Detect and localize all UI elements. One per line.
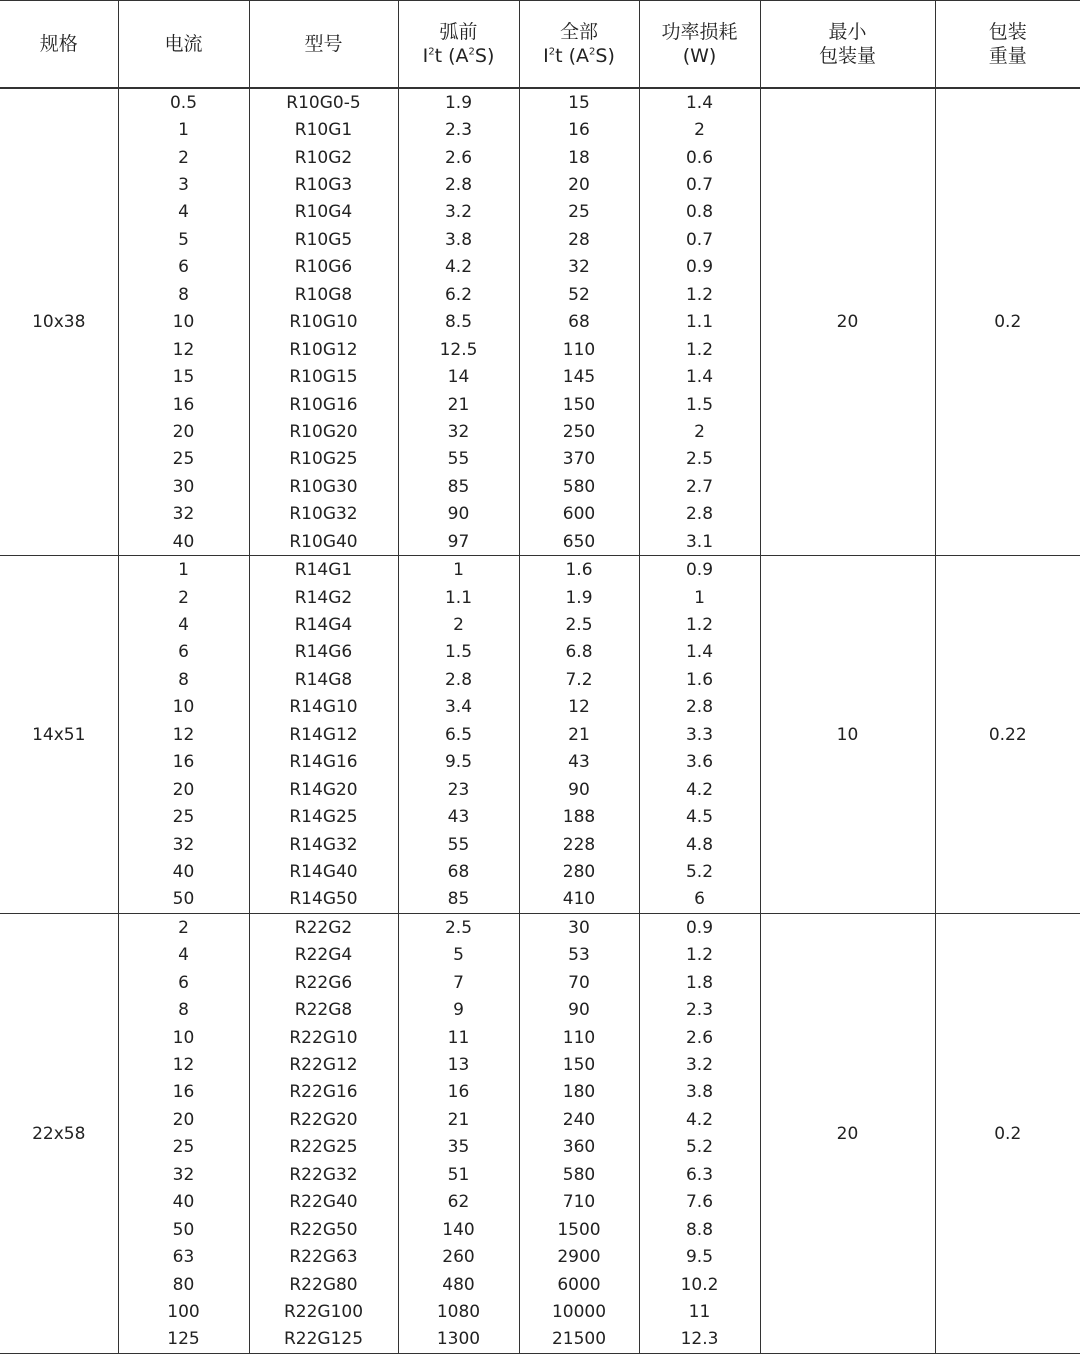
prearc-cell: 3.4 (398, 694, 519, 721)
current-cell: 8 (118, 666, 249, 693)
total-cell: 2.5 (519, 611, 639, 638)
total-cell: 90 (519, 776, 639, 803)
prearc-cell: 2.3 (398, 116, 519, 143)
power-loss-cell: 12.3 (639, 1326, 760, 1354)
prearc-cell: 2.5 (398, 914, 519, 942)
current-cell: 15 (118, 363, 249, 390)
model-cell: R10G15 (249, 363, 398, 390)
current-cell: 16 (118, 391, 249, 418)
power-loss-cell: 6 (639, 886, 760, 914)
prearc-cell: 260 (398, 1243, 519, 1270)
prearc-cell: 2.8 (398, 171, 519, 198)
model-cell: R10G3 (249, 171, 398, 198)
model-cell: R22G12 (249, 1051, 398, 1078)
total-cell: 280 (519, 858, 639, 885)
total-cell: 68 (519, 309, 639, 336)
model-cell: R10G6 (249, 254, 398, 281)
current-cell: 40 (118, 858, 249, 885)
current-cell: 16 (118, 1079, 249, 1106)
model-cell: R14G50 (249, 886, 398, 914)
model-cell: R14G1 (249, 556, 398, 584)
total-cell: 70 (519, 969, 639, 996)
model-cell: R22G25 (249, 1134, 398, 1161)
current-cell: 50 (118, 886, 249, 914)
table-body (0, 88, 1080, 1354)
power-loss-cell: 1.2 (639, 611, 760, 638)
model-cell: R10G20 (249, 418, 398, 445)
current-cell: 1 (118, 556, 249, 584)
spec-cell: 14x51 (0, 556, 118, 914)
current-cell: 2 (118, 584, 249, 611)
total-cell: 2900 (519, 1243, 639, 1270)
total-cell: 360 (519, 1134, 639, 1161)
header-power-loss: 功率损耗 (W) (639, 1, 760, 89)
prearc-cell: 43 (398, 803, 519, 830)
total-cell: 52 (519, 281, 639, 308)
power-loss-cell: 3.1 (639, 528, 760, 556)
prearc-cell: 6.5 (398, 721, 519, 748)
power-loss-cell: 4.2 (639, 1106, 760, 1133)
current-cell: 0.5 (118, 88, 249, 116)
power-loss-cell: 4.2 (639, 776, 760, 803)
prearc-cell: 1.1 (398, 584, 519, 611)
prearc-cell: 55 (398, 446, 519, 473)
power-loss-cell: 1.1 (639, 309, 760, 336)
prearc-cell: 21 (398, 1106, 519, 1133)
total-cell: 10000 (519, 1298, 639, 1325)
total-cell: 110 (519, 1024, 639, 1051)
current-cell: 12 (118, 721, 249, 748)
power-loss-cell: 1.5 (639, 391, 760, 418)
prearc-cell: 9 (398, 996, 519, 1023)
power-loss-cell: 2.8 (639, 694, 760, 721)
prearc-cell: 62 (398, 1189, 519, 1216)
prearc-cell: 14 (398, 363, 519, 390)
prearc-cell: 140 (398, 1216, 519, 1243)
header-total-i2t: 全部 $I^2t$ $(A^2S)$ (519, 1, 639, 89)
header-prearc-i2t: 弧前 $I^2t$ $(A^2S)$ (398, 1, 519, 89)
power-loss-cell: 7.6 (639, 1189, 760, 1216)
power-loss-cell: 0.9 (639, 254, 760, 281)
power-loss-cell: 0.7 (639, 171, 760, 198)
total-cell: 20 (519, 171, 639, 198)
spec-cell: 10x38 (0, 88, 118, 556)
power-loss-cell: 2.5 (639, 446, 760, 473)
power-loss-cell: 5.2 (639, 1134, 760, 1161)
power-loss-cell: 1.2 (639, 336, 760, 363)
total-cell: 90 (519, 996, 639, 1023)
prearc-cell: 68 (398, 858, 519, 885)
model-cell: R10G32 (249, 501, 398, 528)
current-cell: 25 (118, 1134, 249, 1161)
table-row (0, 914, 1080, 942)
current-cell: 50 (118, 1216, 249, 1243)
current-cell: 40 (118, 1189, 249, 1216)
power-loss-cell: 1.6 (639, 666, 760, 693)
current-cell: 25 (118, 803, 249, 830)
current-cell: 1 (118, 116, 249, 143)
current-cell: 32 (118, 501, 249, 528)
model-cell: R22G63 (249, 1243, 398, 1270)
current-cell: 40 (118, 528, 249, 556)
prearc-cell: 23 (398, 776, 519, 803)
power-loss-cell: 4.5 (639, 803, 760, 830)
power-loss-cell: 5.2 (639, 858, 760, 885)
header-row (0, 1, 1080, 89)
total-cell: 12 (519, 694, 639, 721)
prearc-cell: 35 (398, 1134, 519, 1161)
min-pack-cell: 20 (760, 914, 935, 1354)
model-cell: R10G12 (249, 336, 398, 363)
total-cell: 650 (519, 528, 639, 556)
total-cell: 15 (519, 88, 639, 116)
prearc-cell: 21 (398, 391, 519, 418)
total-cell: 180 (519, 1079, 639, 1106)
power-loss-cell: 2 (639, 418, 760, 445)
total-cell: 1.6 (519, 556, 639, 584)
model-cell: R22G125 (249, 1326, 398, 1354)
prearc-cell: 16 (398, 1079, 519, 1106)
power-loss-cell: 2.7 (639, 473, 760, 500)
total-cell: 16 (519, 116, 639, 143)
model-cell: R10G10 (249, 309, 398, 336)
total-cell: 600 (519, 501, 639, 528)
power-loss-cell: 0.8 (639, 199, 760, 226)
prearc-cell: 2.8 (398, 666, 519, 693)
current-cell: 10 (118, 309, 249, 336)
prearc-cell: 1080 (398, 1298, 519, 1325)
current-cell: 20 (118, 776, 249, 803)
current-cell: 20 (118, 1106, 249, 1133)
power-loss-cell: 11 (639, 1298, 760, 1325)
current-cell: 12 (118, 336, 249, 363)
prearc-cell: 1 (398, 556, 519, 584)
model-cell: R10G1 (249, 116, 398, 143)
current-cell: 32 (118, 1161, 249, 1188)
current-cell: 2 (118, 914, 249, 942)
model-cell: R10G8 (249, 281, 398, 308)
power-loss-cell: 0.9 (639, 914, 760, 942)
current-cell: 25 (118, 446, 249, 473)
total-cell: 7.2 (519, 666, 639, 693)
model-cell: R22G80 (249, 1271, 398, 1298)
total-cell: 370 (519, 446, 639, 473)
current-cell: 80 (118, 1271, 249, 1298)
model-cell: R14G4 (249, 611, 398, 638)
total-cell: 21 (519, 721, 639, 748)
current-cell: 5 (118, 226, 249, 253)
power-loss-cell: 0.7 (639, 226, 760, 253)
pack-weight-cell: 0.22 (935, 556, 1080, 914)
power-loss-cell: 1.4 (639, 363, 760, 390)
current-cell: 10 (118, 694, 249, 721)
power-loss-cell: 0.6 (639, 144, 760, 171)
total-cell: 250 (519, 418, 639, 445)
current-cell: 3 (118, 171, 249, 198)
total-cell: 228 (519, 831, 639, 858)
power-loss-cell: 6.3 (639, 1161, 760, 1188)
header-current: 电流 (118, 1, 249, 89)
prearc-cell: 1.9 (398, 88, 519, 116)
header-model: 型号 (249, 1, 398, 89)
prearc-cell: 1300 (398, 1326, 519, 1354)
model-cell: R22G10 (249, 1024, 398, 1051)
model-cell: R10G16 (249, 391, 398, 418)
model-cell: R14G16 (249, 749, 398, 776)
prearc-cell: 97 (398, 528, 519, 556)
total-cell: 188 (519, 803, 639, 830)
power-loss-cell: 2.3 (639, 996, 760, 1023)
prearc-cell: 90 (398, 501, 519, 528)
power-loss-cell: 8.8 (639, 1216, 760, 1243)
power-loss-cell: 1 (639, 584, 760, 611)
model-cell: R14G25 (249, 803, 398, 830)
current-cell: 8 (118, 996, 249, 1023)
total-cell: 1.9 (519, 584, 639, 611)
prearc-cell: 12.5 (398, 336, 519, 363)
prearc-cell: 6.2 (398, 281, 519, 308)
prearc-cell: 55 (398, 831, 519, 858)
model-cell: R22G32 (249, 1161, 398, 1188)
total-cell: 240 (519, 1106, 639, 1133)
prearc-cell: 1.5 (398, 639, 519, 666)
power-loss-cell: 2 (639, 116, 760, 143)
prearc-cell: 11 (398, 1024, 519, 1051)
model-cell: R22G2 (249, 914, 398, 942)
total-cell: 30 (519, 914, 639, 942)
model-cell: R14G32 (249, 831, 398, 858)
prearc-cell: 8.5 (398, 309, 519, 336)
total-cell: 6000 (519, 1271, 639, 1298)
power-loss-cell: 1.2 (639, 281, 760, 308)
prearc-cell: 3.2 (398, 199, 519, 226)
model-cell: R22G8 (249, 996, 398, 1023)
total-cell: 710 (519, 1189, 639, 1216)
min-pack-cell: 10 (760, 556, 935, 914)
total-cell: 21500 (519, 1326, 639, 1354)
model-cell: R22G40 (249, 1189, 398, 1216)
model-cell: R22G50 (249, 1216, 398, 1243)
power-loss-cell: 1.2 (639, 942, 760, 969)
power-loss-cell: 3.2 (639, 1051, 760, 1078)
current-cell: 4 (118, 611, 249, 638)
model-cell: R10G4 (249, 199, 398, 226)
power-loss-cell: 4.8 (639, 831, 760, 858)
model-cell: R14G12 (249, 721, 398, 748)
power-loss-cell: 1.8 (639, 969, 760, 996)
header-min-pack: 最小 包装量 (760, 1, 935, 89)
prearc-cell: 4.2 (398, 254, 519, 281)
spec-cell: 22x58 (0, 914, 118, 1354)
min-pack-cell: 20 (760, 88, 935, 556)
model-cell: R14G10 (249, 694, 398, 721)
model-cell: R10G5 (249, 226, 398, 253)
power-loss-cell: 3.3 (639, 721, 760, 748)
current-cell: 8 (118, 281, 249, 308)
model-cell: R14G8 (249, 666, 398, 693)
header-spec: 规格 (0, 1, 118, 89)
total-cell: 410 (519, 886, 639, 914)
current-cell: 6 (118, 639, 249, 666)
current-cell: 20 (118, 418, 249, 445)
total-cell: 28 (519, 226, 639, 253)
total-cell: 150 (519, 1051, 639, 1078)
prearc-cell: 85 (398, 473, 519, 500)
model-cell: R10G25 (249, 446, 398, 473)
current-cell: 6 (118, 254, 249, 281)
current-cell: 63 (118, 1243, 249, 1270)
prearc-cell: 7 (398, 969, 519, 996)
model-cell: R14G6 (249, 639, 398, 666)
power-loss-cell: 2.8 (639, 501, 760, 528)
total-cell: 18 (519, 144, 639, 171)
pack-weight-cell: 0.2 (935, 914, 1080, 1354)
prearc-cell: 3.8 (398, 226, 519, 253)
current-cell: 125 (118, 1326, 249, 1354)
current-cell: 100 (118, 1298, 249, 1325)
model-cell: R22G20 (249, 1106, 398, 1133)
total-cell: 145 (519, 363, 639, 390)
total-cell: 43 (519, 749, 639, 776)
total-cell: 25 (519, 199, 639, 226)
model-cell: R22G6 (249, 969, 398, 996)
current-cell: 4 (118, 942, 249, 969)
model-cell: R22G4 (249, 942, 398, 969)
model-cell: R14G40 (249, 858, 398, 885)
model-cell: R22G100 (249, 1298, 398, 1325)
prearc-cell: 2 (398, 611, 519, 638)
pack-weight-cell: 0.2 (935, 88, 1080, 556)
power-loss-cell: 3.8 (639, 1079, 760, 1106)
prearc-cell: 85 (398, 886, 519, 914)
prearc-cell: 13 (398, 1051, 519, 1078)
power-loss-cell: 0.9 (639, 556, 760, 584)
total-cell: 1500 (519, 1216, 639, 1243)
header-pack-weight: 包装 重量 (935, 1, 1080, 89)
model-cell: R10G0-5 (249, 88, 398, 116)
current-cell: 2 (118, 144, 249, 171)
power-loss-cell: 10.2 (639, 1271, 760, 1298)
current-cell: 12 (118, 1051, 249, 1078)
model-cell: R14G20 (249, 776, 398, 803)
power-loss-cell: 1.4 (639, 639, 760, 666)
total-cell: 580 (519, 1161, 639, 1188)
current-cell: 4 (118, 199, 249, 226)
model-cell: R22G16 (249, 1079, 398, 1106)
prearc-cell: 2.6 (398, 144, 519, 171)
total-cell: 110 (519, 336, 639, 363)
power-loss-cell: 2.6 (639, 1024, 760, 1051)
total-cell: 6.8 (519, 639, 639, 666)
total-cell: 32 (519, 254, 639, 281)
current-cell: 16 (118, 749, 249, 776)
total-cell: 580 (519, 473, 639, 500)
prearc-cell: 32 (398, 418, 519, 445)
total-cell: 150 (519, 391, 639, 418)
power-loss-cell: 1.4 (639, 88, 760, 116)
prearc-cell: 51 (398, 1161, 519, 1188)
power-loss-cell: 9.5 (639, 1243, 760, 1270)
current-cell: 30 (118, 473, 249, 500)
model-cell: R14G2 (249, 584, 398, 611)
total-cell: 53 (519, 942, 639, 969)
table-row (0, 556, 1080, 584)
current-cell: 10 (118, 1024, 249, 1051)
model-cell: R10G40 (249, 528, 398, 556)
prearc-cell: 480 (398, 1271, 519, 1298)
prearc-cell: 5 (398, 942, 519, 969)
model-cell: R10G2 (249, 144, 398, 171)
power-loss-cell: 3.6 (639, 749, 760, 776)
current-cell: 32 (118, 831, 249, 858)
prearc-cell: 9.5 (398, 749, 519, 776)
model-cell: R10G30 (249, 473, 398, 500)
current-cell: 6 (118, 969, 249, 996)
table-row (0, 88, 1080, 116)
